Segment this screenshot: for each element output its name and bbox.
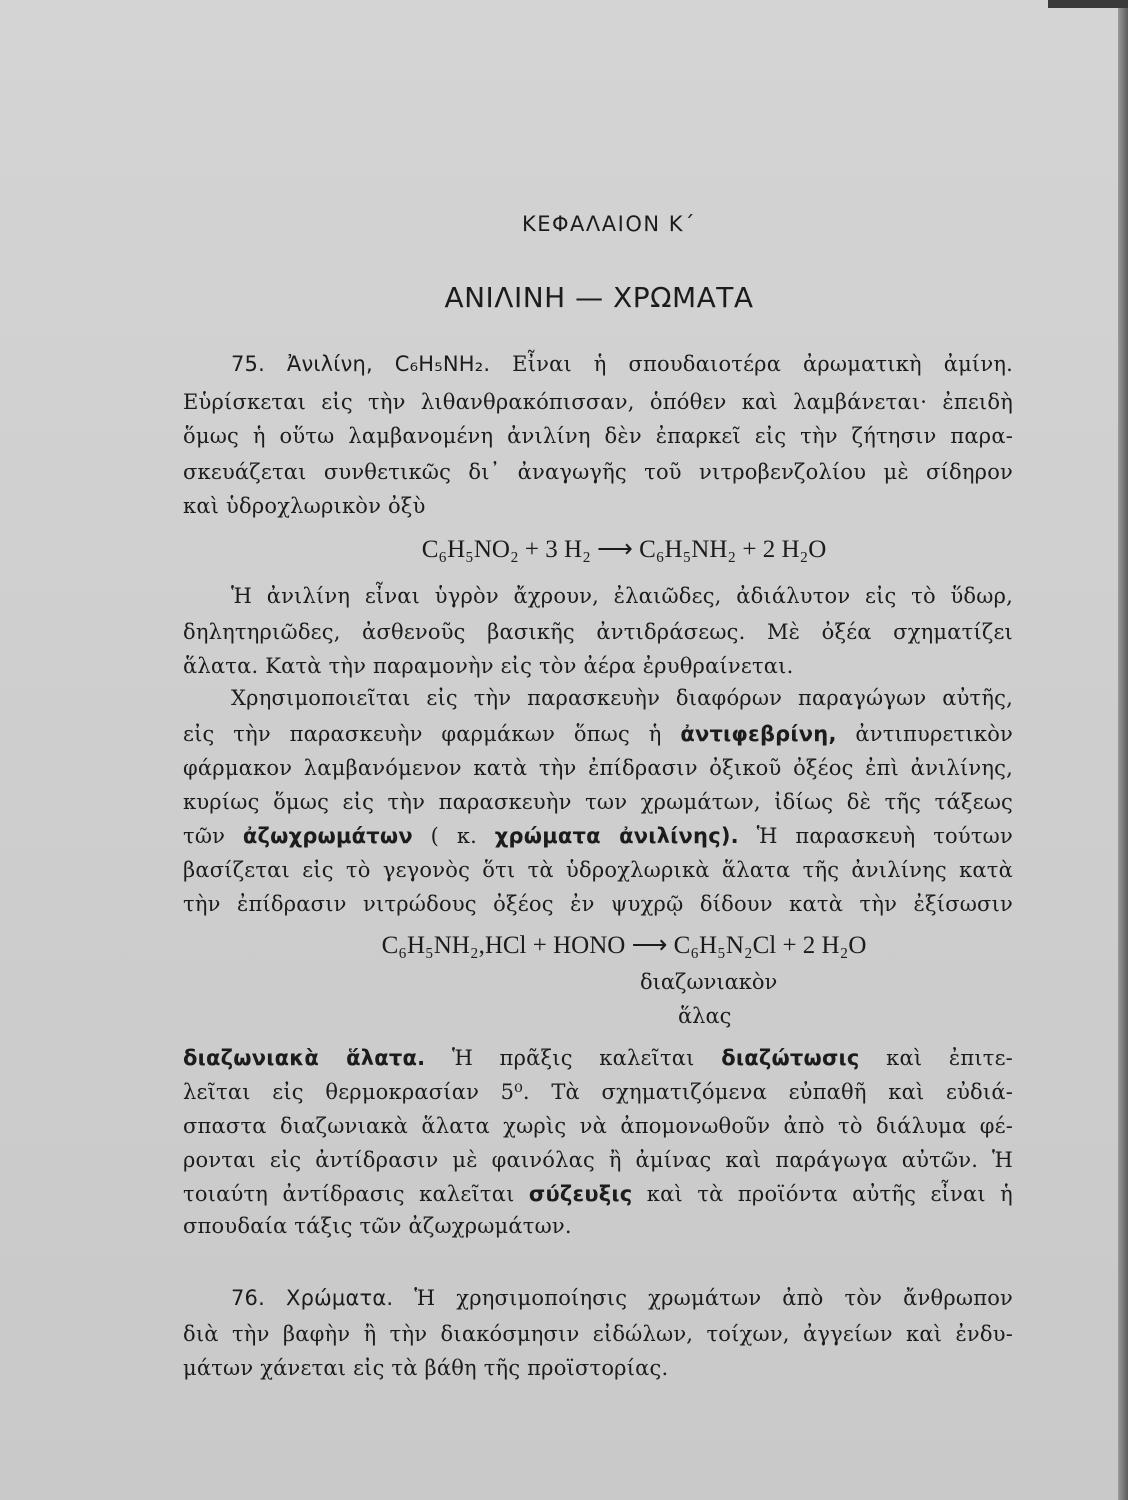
text-line: τῶν ἀζωχρωμάτων ( κ. χρώματα ἀνιλίνης). Ἡ παρασκευὴ τούτων xyxy=(183,824,1013,848)
text-line: φάρμακον λαμβανόμενον κατὰ τὴν ἐπίδρασιν ὀξικοῦ ὀξέος ἐπὶ ἀνιλίνης, xyxy=(183,756,1013,780)
text-line: ρονται εἰς ἀντίδρασιν μὲ φαινόλας ἢ ἀμίνας καὶ παράγωγα αὐτῶν. Ἡ xyxy=(183,1148,1013,1172)
text-line: εἰς τὴν παρασκευὴν φαρμάκων ὅπως ἡ ἀντιφεβρίνη, ἀντιπυρετικὸν xyxy=(183,722,1013,746)
text-line: καὶ ὑδροχλωρικὸν ὀξὺ xyxy=(183,494,426,518)
text-line: Εὑρίσκεται εἰς τὴν λιθανθρακόπισσαν, ὁπόθεν καὶ λαμβάνεται· ἐπειδὴ xyxy=(183,390,1013,414)
text-line: τοιαύτη ἀντίδρασις καλεῖται σύζευξις καὶ τὰ προϊόντα αὐτῆς εἶναι ἡ xyxy=(183,1182,1013,1206)
equation-label: ἅλας xyxy=(678,1004,732,1028)
equation-label: διαζωνιακὸν xyxy=(640,970,778,994)
section-heading: 76. Χρώματα. xyxy=(231,1286,394,1310)
term-diazotization: διαζώτωσις xyxy=(721,1046,860,1070)
text-line: δηλητηριῶδες, ἀσθενοῦς βασικῆς ἀντιδράσεως. Μὲ ὀξέα σχηματίζει xyxy=(183,620,1013,644)
text-line: σπαστα διαζωνιακὰ ἅλατα χωρὶς νὰ ἀπομονωθοῦν ἀπὸ τὸ διάλυμα φέ- xyxy=(183,1114,1013,1138)
section-number: 75. xyxy=(231,352,265,376)
chapter-heading: ΚΕΦΑΛΑΙΟΝ Κ΄ xyxy=(521,212,697,236)
text-line: ὅμως ἡ οὕτω λαμβανομένη ἀνιλίνη δὲν ἐπαρκεῖ εἰς τὴν ζήτησιν παρα- xyxy=(183,424,1013,448)
text-line: διαζωνιακὰ ἅλατα. Ἡ πρᾶξις καλεῖται διαζώτωσις καὶ ἐπιτε- xyxy=(183,1046,1013,1070)
equation-2: C₆H₅NH₂,HCl + HONO ⟶ C₆H₅N₂Cl + 2 H₂O xyxy=(381,932,867,959)
section-75-line-1: 75. Ἀνιλίνη, C₆H₅NH₂. Εἶναι ἡ σπουδαιοτέρα ἀρωματικὴ ἀμίνη. xyxy=(231,352,1013,376)
term-aniline-dyes: χρώματα ἀνιλίνης). xyxy=(494,824,739,848)
page-corner-tab xyxy=(1048,0,1128,8)
term-coupling: σύζευξις xyxy=(528,1182,633,1206)
text-line: Χρησιμοποιεῖται εἰς τὴν παρασκευὴν διαφόρων παραγώγων αὐτῆς, xyxy=(231,686,1013,710)
text-line: ἅλατα. Κατὰ τὴν παραμονὴν εἰς τὸν ἀέρα ἐρυθραίνεται. xyxy=(183,654,794,678)
chapter-title: ΑΝΙΛΙΝΗ — ΧΡΩΜΑΤΑ xyxy=(444,281,754,314)
text-line: τὴν ἐπίδρασιν νιτρώδους ὀξέος ἐν ψυχρῷ δίδουν κατὰ τὴν ἐξίσωσιν xyxy=(183,892,1013,916)
text-line: μάτων χάνεται εἰς τὰ βάθη τῆς προϊστορίας. xyxy=(183,1356,669,1380)
text-line: σπουδαία τάξις τῶν ἀζωχρωμάτων. xyxy=(183,1214,572,1238)
section-76-line-1: 76. Χρώματα. Ἡ χρησιμοποίησις χρωμάτων ἀπὸ τὸν ἄνθρωπον xyxy=(231,1286,1014,1310)
text-line: βασίζεται εἰς τὸ γεγονὸς ὅτι τὰ ὑδροχλωρικὰ ἅλατα τῆς ἀνιλίνης κατὰ xyxy=(183,858,1013,882)
text-line: σκευάζεται συνθετικῶς δι᾽ ἀναγωγῆς τοῦ νιτροβενζολίου μὲ σίδηρον xyxy=(183,460,1013,484)
section-heading: Ἀνιλίνη, C₆H₅NH₂. xyxy=(286,352,491,376)
text-line: διὰ τὴν βαφὴν ἢ τὴν διακόσμησιν εἰδώλων, τοίχων, ἀγγείων καὶ ἐνδυ- xyxy=(183,1322,1013,1346)
text-line: Ἡ ἀνιλίνη εἶναι ὑγρὸν ἄχρουν, ἐλαιῶδες, ἀδιάλυτον εἰς τὸ ὕδωρ, xyxy=(231,584,1013,608)
text-line: λεῖται εἰς θερμοκρασίαν 5⁰. Τὰ σχηματιζόμενα εὐπαθῆ καὶ εὐδιά- xyxy=(183,1080,1013,1104)
term-diazonium-salts: διαζωνιακὰ ἅλατα. xyxy=(183,1046,426,1070)
term-antifebrin: ἀντιφεβρίνη, xyxy=(680,722,837,746)
term-azo-dyes: ἀζωχρωμάτων xyxy=(242,824,413,848)
text-line: κυρίως ὅμως εἰς τὴν παρασκευὴν των χρωμάτων, ἰδίως δὲ τῆς τάξεως xyxy=(183,790,1013,814)
equation-1: C₆H₅NO₂ + 3 H₂ ⟶ C₆H₅NH₂ + 2 H₂O xyxy=(421,536,827,563)
